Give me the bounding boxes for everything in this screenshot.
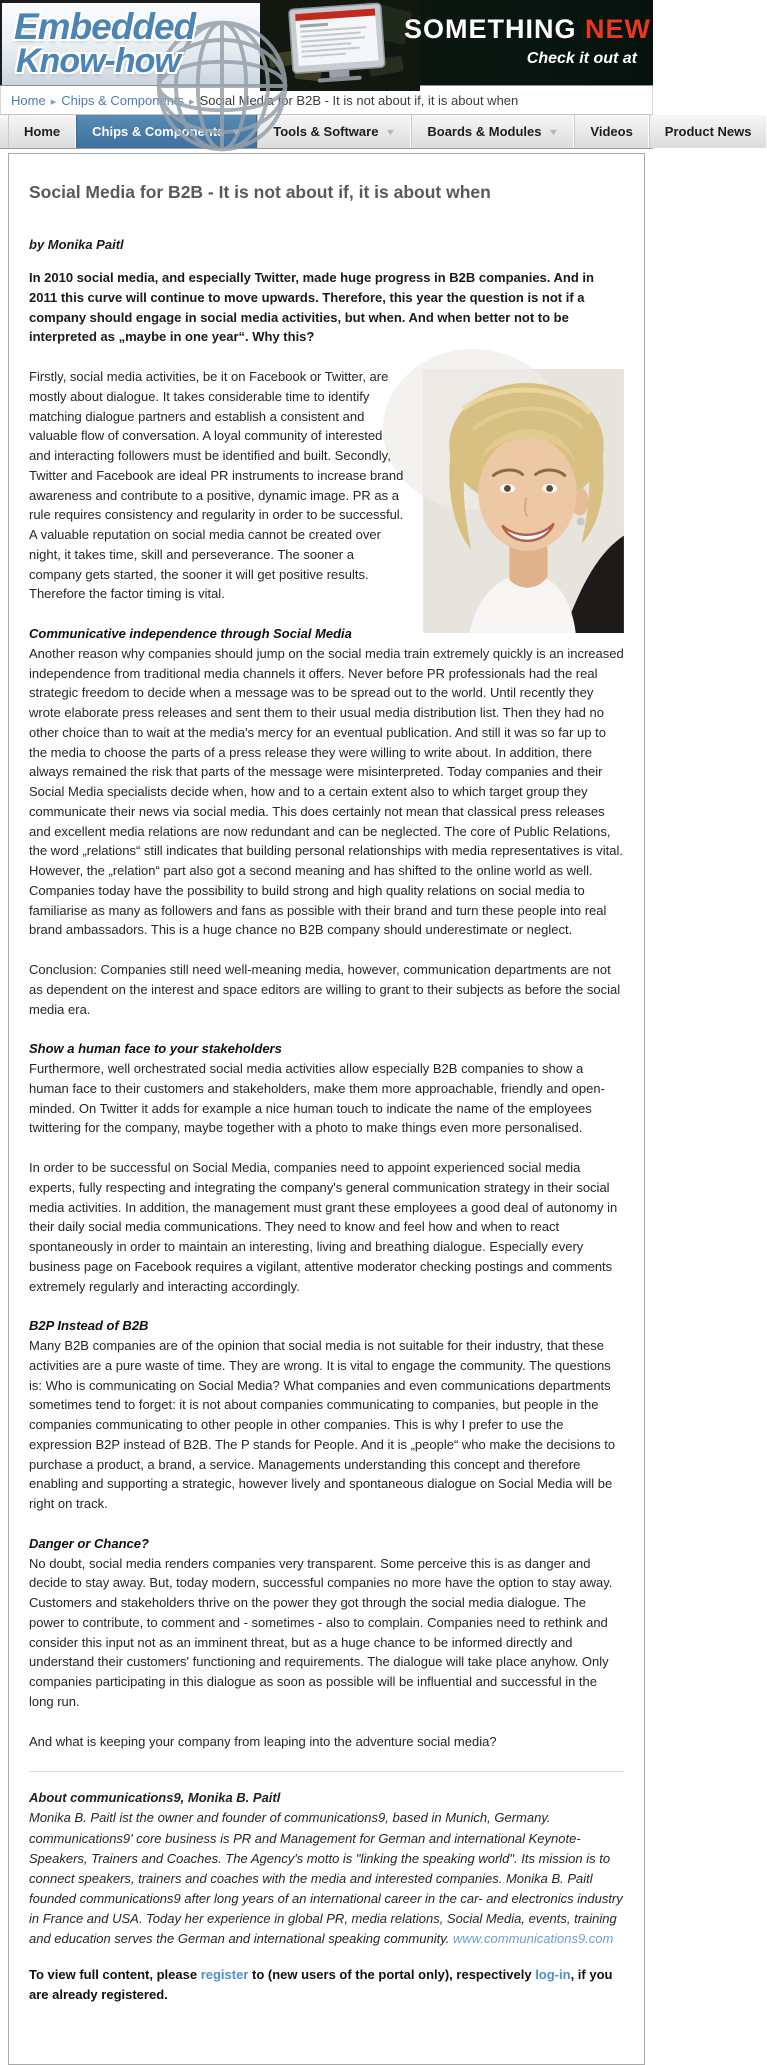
site-logo[interactable] (0, 0, 265, 85)
breadcrumb-separator-icon: ▸ (189, 96, 195, 108)
tab-label: Home (24, 124, 61, 139)
tab-home[interactable] (8, 115, 76, 148)
paragraph-another-reason: Another reason why companies should jump on the social media train extremely quickly is an increased independence from traditional media channels it offers. Never before PR professionals had the real strategic freedom to decide when a message was to be spread out to the world. Until recently they wrote elaborate press releases and sent them to their usual media distribution list. Then they had no other choice than to wait at the media's mercy for an eventual publication. And still it was so far up to the media to choose the parts of a press release they were willing to write about. In addition, there always remained the risk that parts of the message were misinterpreted. Today companies and their Social Media specialists decide when, how and to a certain extent also to which target group they communicate their news via social media. This does certainly not mean that classical press releases and excellent media relations are now redundant and can be neglected. The core of Public Relations, the word „relations“ still indicates that building personal relationships with media representatives is vital. However, the „relation“ part also got a second meaning and has shifted to the online world as well. Companies today have the possibility to build strong and high quality relations on social media to familiarise as many as followers and fans as possible with their brand and turn these people into real brand ambassadors. This is a huge chance no B2B company should underestimate or neglect. (29, 645, 624, 938)
tab-label: Tools & Software (273, 124, 379, 139)
communications9-link[interactable]: www.communications9.com (452, 1931, 614, 1947)
breadcrumb-chips-components[interactable]: Chips & Components (61, 93, 185, 108)
chevron-down-icon: ▼ (230, 126, 243, 137)
tab-product-news[interactable] (649, 115, 767, 148)
logo-wordmark (14, 6, 196, 81)
banner-subline: Check it out at (526, 50, 637, 67)
about-paragraph (29, 1808, 624, 1949)
register-link[interactable]: register (200, 1967, 249, 1983)
banner-headline-red: NEW (585, 14, 651, 44)
breadcrumb-home[interactable]: Home (11, 93, 46, 108)
article-container (8, 153, 645, 2065)
section-divider (29, 1771, 624, 1772)
paragraph-no-doubt: No doubt, social media renders companies very transparent. Some perceive this is as danger and decide to stay away. But, today modern, successful companies no more have the option to stay away. Customers and stakeholders thrive on the power they got through the social media dialogue. The power to contribute, to comment and - sometimes - also to complain. Companies need to rethink and consider this input not as an imminent threat, but as a huge chance to be informed directly and understand their customers' functioning and requirements. The dialogue will take place anyhow. Only companies participating in this dialogue as soon as possible will be influential and successful in the long run. (29, 1555, 613, 1709)
tab-label: Boards & Modules (427, 124, 542, 139)
tab-label: Videos (590, 124, 633, 139)
article-byline: by Monika Paitl (29, 237, 124, 252)
paragraph-firstly: Firstly, social media activities, be it on Facebook or Twitter, are mostly about dialogue. It takes considerable time to identify matching dialogue partners and establish a consistent and valuable flow of conversation. A loyal community of interested and interacting followers must be identified and built. Secondly, Twitter and Facebook are ideal PR instruments to increase brand awareness and contribute to a positive, dynamic image. PR as a rule requires consistency and regularity in order to be successful. A valuable reputation on social media cannot be created over night, it takes time, skill and perseverance. The sooner a company gets started, the sooner it will get positive results. Therefore the factor timing is vital. (29, 369, 404, 602)
heading-about-communications9: About communications9, Monika B. Paitl (29, 1790, 281, 1806)
tab-videos[interactable] (574, 115, 648, 148)
heading-b2p: B2P Instead of B2B (29, 1318, 149, 1334)
banner-headline (404, 14, 651, 45)
chevron-down-icon: ▼ (548, 126, 560, 137)
breadcrumb-separator-icon: ▸ (50, 96, 57, 108)
paragraph-many-b2b: Many B2B companies are of the opinion that social media is not suitable for their industry, that these activities are a pure waste of time. They are wrong. It is vital to engage the community. The questions is: Who is communicating on Social Media? What companies and even communications departments sometimes tend to forget: it is not about companies communicating to companies, but people in the companies communicating to other people in other companies. This is why I prefer to use the expression B2P instead of B2B. The P stands for People. And it is „people“ who make the decisions to purchase a product, a brand, a service. Managements understanding this concept and therefore enabling and supporting a strategic, however lively and spontaneous dialogue on Social Media will be right on track. (29, 1338, 616, 1511)
tab-label: Chips & Components (92, 124, 225, 139)
heading-danger-or-chance: Danger or Chance? (29, 1535, 149, 1551)
tab-boards-modules[interactable] (411, 115, 574, 148)
banner-headline-white: SOMETHING (403, 14, 585, 44)
paragraph-furthermore: Furthermore, well orchestrated social media activities allow especially B2B companies to show a human face to their customers and stakeholders, make them more approachable, friendly and open-minded. On Twitter it adds for example a nice human touch to indicate the name of the employees twittering for the company, maybe together with a photo to make things even more personalised. (29, 1061, 605, 1136)
register-note-text: to (new users of the portal only), respectively (248, 1967, 536, 1983)
article-lead: In 2010 social media, and especially Twitter, made huge progress in B2B companies. And in 2011 this curve will continue to move upwards. Therefore, this year the question is not if a company should engage in social media activities, but when. And when better not to be interpreted as „maybe in one year“. Why this? (29, 270, 594, 345)
chevron-down-icon: ▼ (385, 126, 397, 137)
about-text: Monika B. Paitl ist the owner and founder of communications9, based in Munich, Germany. communications9' core business is PR and Management for German and international Keynote-Speakers, Trainers and Coaches. The Agency's motto is "linking the speaking world". Its mission is to connect speakers, trainers and coaches with the media and interested companies. Monika B. Paitl founded communications9 after long years of an international career in the car- and electronics industry in France and USA. Today her experience in global PR, media relations, Social Media, events, training and education serves the German and international speaking community. (29, 1810, 623, 1947)
breadcrumb-current: Social Media for B2B - It is not about if, it is about when (199, 93, 519, 108)
main-nav (0, 114, 752, 149)
paragraph-in-order: In order to be successful on Social Media, companies need to appoint experienced social media experts, fully respecting and integrating the company's general communication strategy in their social media activities. In addition, the management must grant these employees a good deal of autonomy in their daily social media communications. They need to know and feel how and when to react spontaneously in order to maintain an interesting, living and breathing dialogue. Especially every business page on Facebook requires a vigilant, attentive moderator checking postings and comments extremely regularly and interacting accordingly. (29, 1160, 618, 1294)
page-title: Social Media for B2B - It is not about if, it is about when (29, 182, 491, 202)
login-link[interactable]: log-in (535, 1967, 571, 1983)
banner-text (404, 14, 651, 68)
logo-line1: Embedded (14, 6, 196, 47)
heading-human-face: Show a human face to your stakeholders (29, 1041, 282, 1057)
author-portrait-photo (423, 369, 624, 633)
paragraph-conclusion: Conclusion: Companies still need well-meaning media, however, communication departments are not as dependent on the interest and space editors are willing to grant to their subjects as before the social media era. (29, 962, 621, 1017)
tab-label: Product News (664, 124, 752, 139)
heading-communicative-independence: Communicative independence through Social Media (29, 626, 352, 641)
register-note (29, 1965, 624, 2004)
ad-banner[interactable] (265, 0, 653, 85)
register-note-text: , if you are already registered. (29, 1967, 613, 2002)
paragraph-closing-question: And what is keeping your company from leaping into the adventure social media? (29, 1733, 497, 1749)
site-header (0, 0, 653, 86)
logo-line2: Know-how (16, 42, 180, 81)
register-note-text: To view full content, please (29, 1967, 201, 1983)
